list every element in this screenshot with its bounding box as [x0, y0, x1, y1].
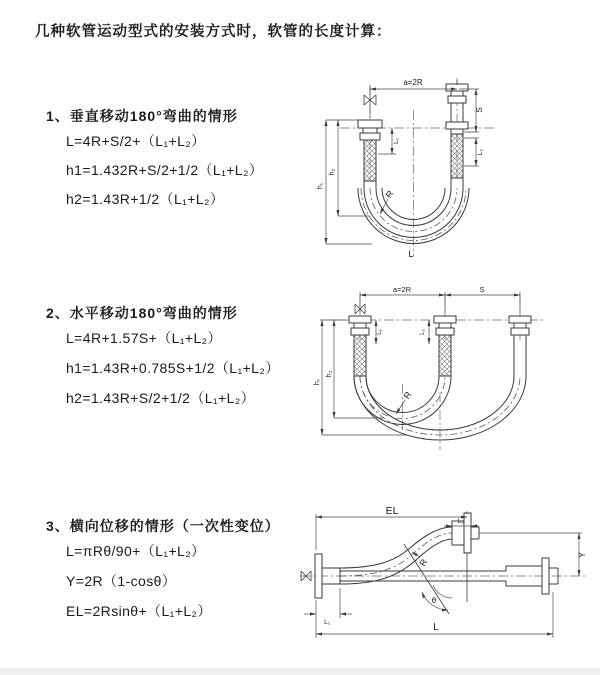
dim-label-span: a=2R: [392, 285, 412, 294]
section-1-formula-L: L=4R+S/2+（L₁+L₂）: [66, 133, 206, 149]
dim-label-r: R: [417, 557, 430, 568]
section-2-formula-h1: h1=1.43R+0.785S+1/2（L₁+L₂）: [66, 360, 280, 376]
dim-label-h2: h₂: [326, 370, 333, 378]
dim-label-r: R: [401, 389, 414, 401]
dim-label-l2: L₂: [457, 518, 465, 525]
dim-label-l2: L₂: [477, 148, 484, 156]
dim-label-h1: h₁: [317, 182, 324, 190]
dim-label-s: S: [479, 285, 485, 294]
braid-section: [354, 335, 366, 376]
dim-label-theta: θ: [431, 596, 437, 605]
diagram-lateral-displacement: [296, 502, 596, 648]
section-2-heading: 2、水平移动180°弯曲的情形: [46, 305, 238, 321]
dim-label-span: a=2R: [403, 78, 423, 87]
dimension-labels: [314, 285, 485, 401]
dim-label-l: L: [433, 622, 439, 633]
angle-reference-line: [404, 544, 449, 614]
section-3-formula-L: L=πRθ/90+（L₁+L₂）: [66, 543, 206, 559]
section-2-formula-L: L=4R+1.57S+（L₁+L₂）: [66, 330, 222, 346]
section-3-heading: 3、横向位移的情形（一次性变位）: [46, 518, 280, 534]
section-1-heading: 1、垂直移动180°弯曲的情形: [46, 108, 238, 124]
dim-label-l1: L₁: [377, 329, 383, 335]
braid-section: [364, 140, 376, 181]
dimension-lines: [320, 292, 520, 435]
dim-label-r: R: [383, 188, 396, 200]
section-1-formula-h1: h1=1.432R+S/2+1/2（L₁+L₂）: [66, 162, 264, 178]
section-2-formula-h2: h2=1.43R+S/2+1/2（L₁+L₂）: [66, 390, 256, 406]
section-3-formula-Y: Y=2R（1-cosθ）: [66, 573, 177, 589]
hose-u-bend: [358, 84, 469, 244]
page-title: 几种软管运动型式的安装方式时，软管的长度计算：: [35, 24, 392, 40]
dim-label-h1: h₁: [314, 378, 321, 386]
dim-label-l2: L₂: [420, 329, 426, 335]
dim-label-y: Y: [577, 551, 587, 559]
section-3-formula-EL: EL=2Rsinθ+（L₁+L₂）: [66, 603, 212, 619]
braid-section: [439, 335, 451, 376]
hose-s-curve: [301, 513, 558, 614]
dim-label-el: EL: [385, 505, 399, 517]
dim-label-l1: L₁: [324, 619, 330, 626]
dim-label-s: S: [475, 107, 484, 113]
dim-label-h2: h₂: [329, 168, 336, 176]
dim-label-l: L: [408, 249, 414, 260]
dimension-lines: [304, 511, 582, 638]
dim-label-l1: L₁: [393, 138, 400, 144]
diagram-horizontal-180-bend: [312, 284, 594, 460]
section-1-formula-h2: h2=1.43R+1/2（L₁+L₂）: [66, 191, 225, 207]
scan-bottom-edge: [0, 668, 600, 675]
braid-section: [451, 134, 463, 178]
diagram-vertical-180-bend: [312, 76, 594, 260]
